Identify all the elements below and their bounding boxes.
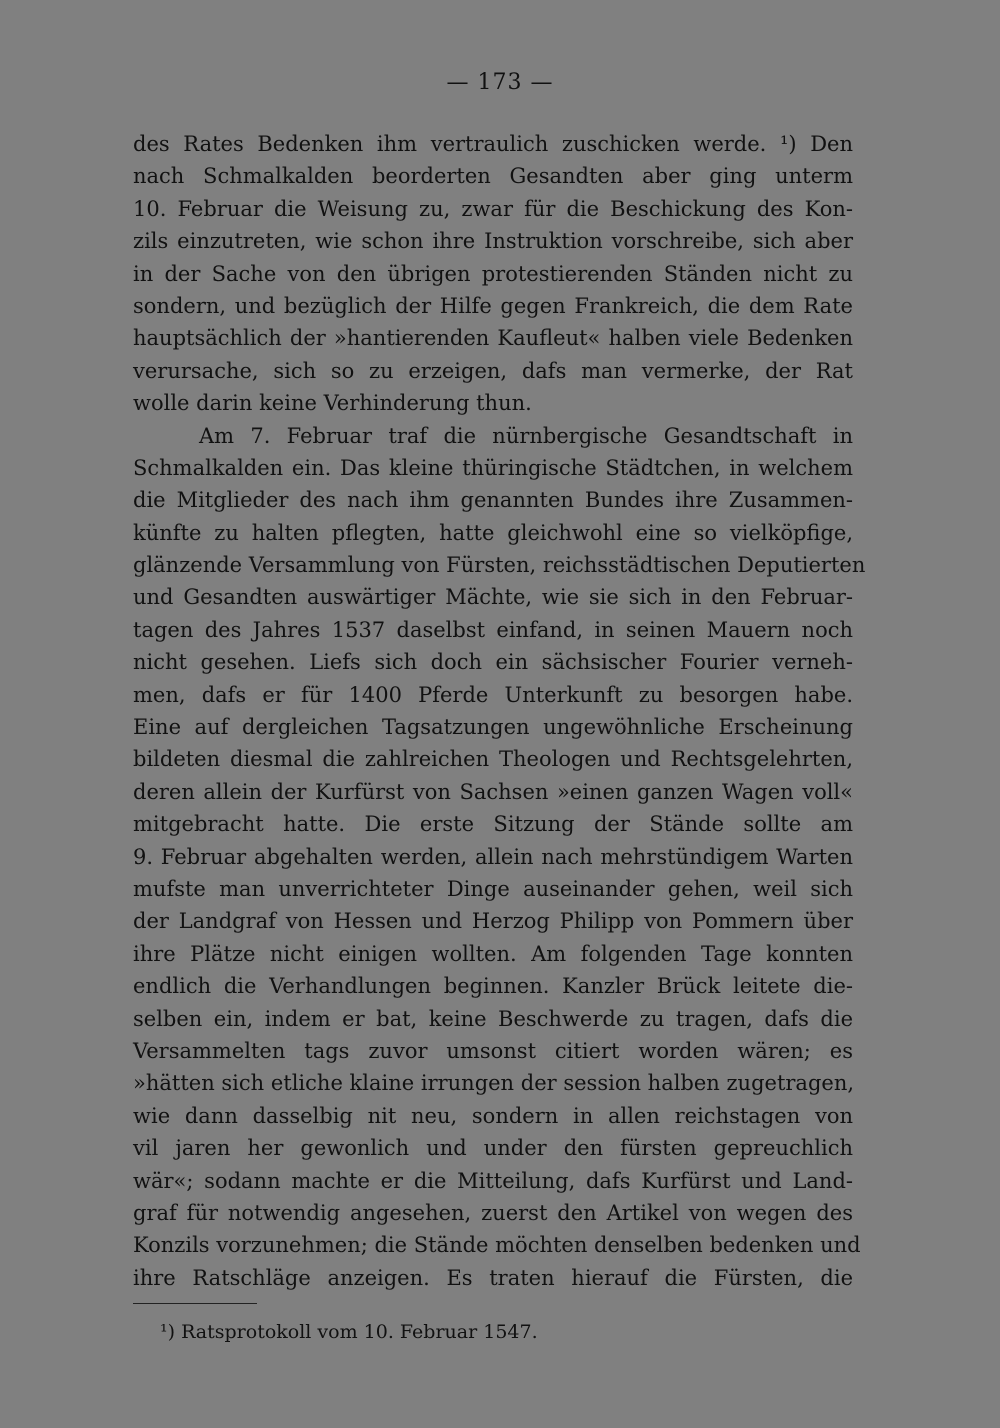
text-line: künfte zu halten pflegten, hatte gleichwohl eine so vielköpfige, [133, 520, 853, 545]
text-line: hauptsächlich der »hantierenden Kaufleut« halben viele Bedenken [133, 326, 853, 351]
text-line: der Landgraf von Hessen und Herzog Philipp von Pommern über [133, 909, 853, 934]
text-line: und Gesandten auswärtiger Mächte, wie sie sich in den Februar- [133, 585, 853, 610]
text-line: glänzende Versammlung von Fürsten, reichsstädtischen Deputierten [133, 553, 866, 578]
text-line: 10. Februar die Weisung zu, zwar für die Beschickung des Kon- [133, 196, 853, 221]
footnote: ¹) Ratsprotokoll vom 10. Februar 1547. [160, 1321, 538, 1343]
text-line: ihre Ratschläge anzeigen. Es traten hierauf die Fürsten, die [133, 1265, 853, 1290]
text-line: tagen des Jahres 1537 daselbst einfand, in seinen Mauern noch [133, 617, 853, 642]
main-text [133, 128, 866, 1294]
text-line: Konzils vorzunehmen; die Stände möchten denselben bedenken und [133, 1233, 861, 1258]
text-line: verursache, sich so zu erzeigen, dafs man vermerke, der Rat [133, 358, 853, 383]
text-line: ihre Plätze nicht einigen wollten. Am folgenden Tage konnten [133, 941, 853, 966]
text-line: »hätten sich etliche klaine irrungen der session halben zugetragen, [133, 1071, 855, 1096]
text-line: Schmalkalden ein. Das kleine thüringische Städtchen, in welchem [133, 455, 853, 480]
page-number-header: — 173 — [446, 70, 554, 95]
text-line: zils einzutreten, wie schon ihre Instruktion vorschreibe, sich aber [133, 229, 853, 254]
text-line: endlich die Verhandlungen beginnen. Kanzler Brück leitete die- [133, 974, 853, 999]
text-line: nicht gesehen. Liefs sich doch ein sächsischer Fourier verneh- [133, 650, 853, 675]
text-line: wär«; sodann machte er die Mitteilung, dafs Kurfürst und Land- [133, 1168, 853, 1193]
text-line: Versammelten tags zuvor umsonst citiert worden wären; es [133, 1038, 853, 1063]
text-line: vil jaren her gewonlich und under den fürsten gepreuchlich [133, 1136, 853, 1161]
text-line: Eine auf dergleichen Tagsatzungen ungewöhnliche Erscheinung [133, 715, 853, 740]
text-line: mitgebracht hatte. Die erste Sitzung der Stände sollte am [133, 812, 853, 837]
text-line: bildeten diesmal die zahlreichen Theologen und Rechtsgelehrten, [133, 747, 853, 772]
text-line: selben ein, indem er bat, keine Beschwerde zu tragen, dafs die [133, 1006, 853, 1031]
text-line: mufste man unverrichteter Dinge auseinander gehen, weil sich [133, 876, 853, 901]
text-line: Am 7. Februar traf die nürnbergische Gesandtschaft in [199, 423, 853, 448]
text-line: sondern, und bezüglich der Hilfe gegen Frankreich, die dem Rate [133, 293, 853, 318]
text-line: des Rates Bedenken ihm vertraulich zuschicken werde. ¹) Den [133, 132, 853, 156]
text-line: deren allein der Kurfürst von Sachsen »einen ganzen Wagen voll« [133, 779, 853, 804]
text-line: wie dann dasselbig nit neu, sondern in allen reichstagen von [133, 1103, 853, 1128]
text-line: nach Schmalkalden beorderten Gesandten aber ging unterm [133, 164, 853, 189]
footnote-rule [133, 1303, 257, 1304]
text-line: wolle darin keine Verhinderung thun. [133, 391, 532, 416]
text-line: men, dafs er für 1400 Pferde Unterkunft zu besorgen habe. [133, 682, 853, 707]
text-line: 9. Februar abgehalten werden, allein nach mehrstündigem Warten [133, 844, 853, 869]
text-line: graf für notwendig angesehen, zuerst den Artikel von wegen des [133, 1200, 853, 1225]
text-line: in der Sache von den übrigen protestierenden Ständen nicht zu [133, 261, 853, 286]
text-line: die Mitglieder des nach ihm genannten Bundes ihre Zusammen- [133, 488, 853, 513]
